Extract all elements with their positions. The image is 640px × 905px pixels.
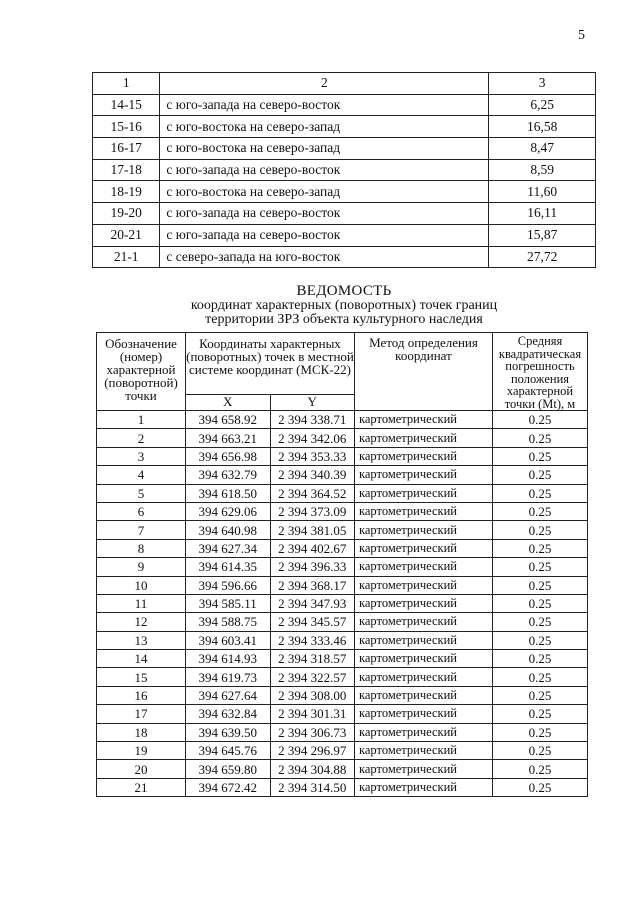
coordinate-y: 2 394 340.39 bbox=[270, 466, 355, 484]
method-cell: картометрический bbox=[355, 521, 493, 539]
coordinates-table-row bbox=[97, 631, 588, 649]
segments-table-row bbox=[93, 116, 596, 138]
coordinate-y: 2 394 342.06 bbox=[270, 429, 355, 447]
method-cell: картометрический bbox=[355, 594, 493, 612]
segment-length: 27,72 bbox=[489, 246, 596, 268]
segments-table bbox=[92, 72, 596, 268]
method-cell: картометрический bbox=[355, 613, 493, 631]
point-number: 10 bbox=[97, 576, 186, 594]
coordinate-x: 394 619.73 bbox=[186, 668, 271, 686]
segments-table-row bbox=[93, 138, 596, 160]
coordinate-x: 394 585.11 bbox=[186, 594, 271, 612]
segments-header-col2: 2 bbox=[160, 73, 489, 95]
point-number: 9 bbox=[97, 558, 186, 576]
error-cell: 0.25 bbox=[493, 686, 588, 704]
coordinates-table-row bbox=[97, 594, 588, 612]
segment-direction: с юго-востока на северо-запад bbox=[160, 116, 489, 138]
method-cell: картометрический bbox=[355, 502, 493, 520]
coordinate-y: 2 394 301.31 bbox=[270, 705, 355, 723]
coordinate-y: 2 394 306.73 bbox=[270, 723, 355, 741]
method-cell: картометрический bbox=[355, 539, 493, 557]
segment-id: 16-17 bbox=[93, 138, 160, 160]
segment-length: 15,87 bbox=[489, 224, 596, 246]
page-number: 5 bbox=[578, 28, 585, 43]
header-y: Y bbox=[270, 394, 355, 410]
coordinates-table-row bbox=[97, 760, 588, 778]
coordinates-table-row bbox=[97, 447, 588, 465]
coordinate-x: 394 672.42 bbox=[186, 778, 271, 796]
segment-direction: с юго-запада на северо-восток bbox=[160, 224, 489, 246]
point-number: 7 bbox=[97, 521, 186, 539]
segments-table-body bbox=[93, 94, 596, 268]
segment-length: 16,58 bbox=[489, 116, 596, 138]
point-number: 20 bbox=[97, 760, 186, 778]
error-cell: 0.25 bbox=[493, 539, 588, 557]
segment-length: 6,25 bbox=[489, 94, 596, 116]
point-number: 12 bbox=[97, 613, 186, 631]
coordinate-y: 2 394 318.57 bbox=[270, 650, 355, 668]
coordinates-table-row bbox=[97, 778, 588, 796]
coordinates-table-row bbox=[97, 411, 588, 429]
coordinate-y: 2 394 368.17 bbox=[270, 576, 355, 594]
segment-direction: с юго-востока на северо-запад bbox=[160, 138, 489, 160]
error-cell: 0.25 bbox=[493, 631, 588, 649]
method-cell: картометрический bbox=[355, 705, 493, 723]
point-number: 4 bbox=[97, 466, 186, 484]
segment-id: 15-16 bbox=[93, 116, 160, 138]
point-number: 2 bbox=[97, 429, 186, 447]
coordinate-y: 2 394 396.33 bbox=[270, 558, 355, 576]
coordinate-x: 394 663.21 bbox=[186, 429, 271, 447]
coordinates-table-row bbox=[97, 650, 588, 668]
point-number: 15 bbox=[97, 668, 186, 686]
coordinate-x: 394 656.98 bbox=[186, 447, 271, 465]
segment-id: 14-15 bbox=[93, 94, 160, 116]
segments-table-row bbox=[93, 246, 596, 268]
coordinate-x: 394 659.80 bbox=[186, 760, 271, 778]
method-cell: картометрический bbox=[355, 723, 493, 741]
coordinate-y: 2 394 333.46 bbox=[270, 631, 355, 649]
coordinate-y: 2 394 353.33 bbox=[270, 447, 355, 465]
error-cell: 0.25 bbox=[493, 521, 588, 539]
error-cell: 0.25 bbox=[493, 594, 588, 612]
coordinate-y: 2 394 338.71 bbox=[270, 411, 355, 429]
segments-table-row bbox=[93, 94, 596, 116]
segments-table-row bbox=[93, 181, 596, 203]
method-cell: картометрический bbox=[355, 668, 493, 686]
coordinate-y: 2 394 381.05 bbox=[270, 521, 355, 539]
segment-length: 8,47 bbox=[489, 138, 596, 160]
segment-direction: с юго-востока на северо-запад bbox=[160, 181, 489, 203]
coordinates-table-row bbox=[97, 742, 588, 760]
coordinates-table-row bbox=[97, 613, 588, 631]
segment-id: 20-21 bbox=[93, 224, 160, 246]
segment-length: 16,11 bbox=[489, 203, 596, 225]
coordinates-table-body bbox=[97, 411, 588, 797]
method-cell: картометрический bbox=[355, 631, 493, 649]
error-cell: 0.25 bbox=[493, 447, 588, 465]
coordinate-y: 2 394 314.50 bbox=[270, 778, 355, 796]
point-number: 1 bbox=[97, 411, 186, 429]
segment-direction: с северо-запада на юго-восток bbox=[160, 246, 489, 268]
method-cell: картометрический bbox=[355, 778, 493, 796]
coordinate-y: 2 394 373.09 bbox=[270, 502, 355, 520]
statement-title-block bbox=[92, 284, 596, 327]
statement-title: ВЕДОМОСТЬ bbox=[296, 283, 392, 299]
error-cell: 0.25 bbox=[493, 484, 588, 502]
segment-id: 18-19 bbox=[93, 181, 160, 203]
method-cell: картометрический bbox=[355, 429, 493, 447]
method-cell: картометрический bbox=[355, 484, 493, 502]
error-cell: 0.25 bbox=[493, 723, 588, 741]
error-cell: 0.25 bbox=[493, 668, 588, 686]
coordinate-x: 394 614.35 bbox=[186, 558, 271, 576]
coordinate-y: 2 394 322.57 bbox=[270, 668, 355, 686]
method-cell: картометрический bbox=[355, 466, 493, 484]
coordinates-table-row bbox=[97, 521, 588, 539]
coordinate-x: 394 588.75 bbox=[186, 613, 271, 631]
coordinate-y: 2 394 347.93 bbox=[270, 594, 355, 612]
coordinates-table-row bbox=[97, 429, 588, 447]
error-cell: 0.25 bbox=[493, 411, 588, 429]
segments-header-col3: 3 bbox=[489, 73, 596, 95]
segments-table-header-row bbox=[93, 73, 596, 95]
point-number: 19 bbox=[97, 742, 186, 760]
coordinate-y: 2 394 402.67 bbox=[270, 539, 355, 557]
segments-header-col1: 1 bbox=[93, 73, 160, 95]
header-method: Метод определения координат bbox=[355, 333, 493, 411]
segment-id: 19-20 bbox=[93, 203, 160, 225]
error-cell: 0.25 bbox=[493, 742, 588, 760]
statement-subtitle-line2: территории ЗРЗ объекта культурного наследия bbox=[205, 312, 483, 327]
coordinate-x: 394 632.79 bbox=[186, 466, 271, 484]
coordinates-table-row bbox=[97, 466, 588, 484]
method-cell: картометрический bbox=[355, 650, 493, 668]
method-cell: картометрический bbox=[355, 760, 493, 778]
error-cell: 0.25 bbox=[493, 502, 588, 520]
coordinate-y: 2 394 296.97 bbox=[270, 742, 355, 760]
point-number: 8 bbox=[97, 539, 186, 557]
point-number: 3 bbox=[97, 447, 186, 465]
error-cell: 0.25 bbox=[493, 429, 588, 447]
error-cell: 0.25 bbox=[493, 705, 588, 723]
segment-direction: с юго-запада на северо-восток bbox=[160, 94, 489, 116]
point-number: 6 bbox=[97, 502, 186, 520]
coordinates-table-row bbox=[97, 705, 588, 723]
coordinates-table-row bbox=[97, 539, 588, 557]
coordinates-table-row bbox=[97, 576, 588, 594]
coordinate-x: 394 629.06 bbox=[186, 502, 271, 520]
error-cell: 0.25 bbox=[493, 558, 588, 576]
coordinates-table-row bbox=[97, 558, 588, 576]
point-number: 18 bbox=[97, 723, 186, 741]
error-cell: 0.25 bbox=[493, 466, 588, 484]
coordinate-x: 394 596.66 bbox=[186, 576, 271, 594]
coordinate-x: 394 639.50 bbox=[186, 723, 271, 741]
point-number: 17 bbox=[97, 705, 186, 723]
coordinates-table bbox=[96, 332, 588, 797]
coordinates-table-row bbox=[97, 723, 588, 741]
statement-subtitle-line1: координат характерных (поворотных) точек границ bbox=[190, 298, 498, 313]
coordinate-y: 2 394 304.88 bbox=[270, 760, 355, 778]
point-number: 16 bbox=[97, 686, 186, 704]
coordinate-x: 394 627.34 bbox=[186, 539, 271, 557]
point-number: 21 bbox=[97, 778, 186, 796]
coordinate-x: 394 645.76 bbox=[186, 742, 271, 760]
header-error: Средняя квадратическая погрешность положения характерной точки (Mt), м bbox=[493, 333, 588, 411]
coordinate-y: 2 394 364.52 bbox=[270, 484, 355, 502]
point-number: 13 bbox=[97, 631, 186, 649]
method-cell: картометрический bbox=[355, 576, 493, 594]
coordinate-x: 394 603.41 bbox=[186, 631, 271, 649]
coordinate-x: 394 632.84 bbox=[186, 705, 271, 723]
point-number: 5 bbox=[97, 484, 186, 502]
point-number: 11 bbox=[97, 594, 186, 612]
header-x: X bbox=[186, 394, 271, 410]
segment-direction: с юго-запада на северо-восток bbox=[160, 159, 489, 181]
segment-length: 11,60 bbox=[489, 181, 596, 203]
coordinate-y: 2 394 345.57 bbox=[270, 613, 355, 631]
coordinates-table-row bbox=[97, 686, 588, 704]
coordinates-table-row bbox=[97, 668, 588, 686]
method-cell: картометрический bbox=[355, 411, 493, 429]
segment-id: 17-18 bbox=[93, 159, 160, 181]
coordinate-x: 394 658.92 bbox=[186, 411, 271, 429]
coordinate-y: 2 394 308.00 bbox=[270, 686, 355, 704]
method-cell: картометрический bbox=[355, 447, 493, 465]
segment-id: 21-1 bbox=[93, 246, 160, 268]
method-cell: картометрический bbox=[355, 742, 493, 760]
error-cell: 0.25 bbox=[493, 760, 588, 778]
coordinate-x: 394 618.50 bbox=[186, 484, 271, 502]
segment-direction: с юго-запада на северо-восток bbox=[160, 203, 489, 225]
point-number: 14 bbox=[97, 650, 186, 668]
coordinate-x: 394 614.93 bbox=[186, 650, 271, 668]
coordinate-x: 394 627.64 bbox=[186, 686, 271, 704]
header-point-designation: Обозначение (номер) характерной (поворотной) точки bbox=[97, 333, 186, 411]
method-cell: картометрический bbox=[355, 686, 493, 704]
error-cell: 0.25 bbox=[493, 778, 588, 796]
header-coordinates: Координаты характерных (поворотных) точек в местной системе координат (МСК-22) bbox=[186, 333, 355, 395]
segments-table-row bbox=[93, 203, 596, 225]
error-cell: 0.25 bbox=[493, 576, 588, 594]
method-cell: картометрический bbox=[355, 558, 493, 576]
coordinates-table-row bbox=[97, 484, 588, 502]
segment-length: 8,59 bbox=[489, 159, 596, 181]
segments-table-row bbox=[93, 224, 596, 246]
error-cell: 0.25 bbox=[493, 650, 588, 668]
segments-table-row bbox=[93, 159, 596, 181]
coordinates-header-row bbox=[97, 333, 588, 395]
coordinates-table-row bbox=[97, 502, 588, 520]
error-cell: 0.25 bbox=[493, 613, 588, 631]
coordinate-x: 394 640.98 bbox=[186, 521, 271, 539]
